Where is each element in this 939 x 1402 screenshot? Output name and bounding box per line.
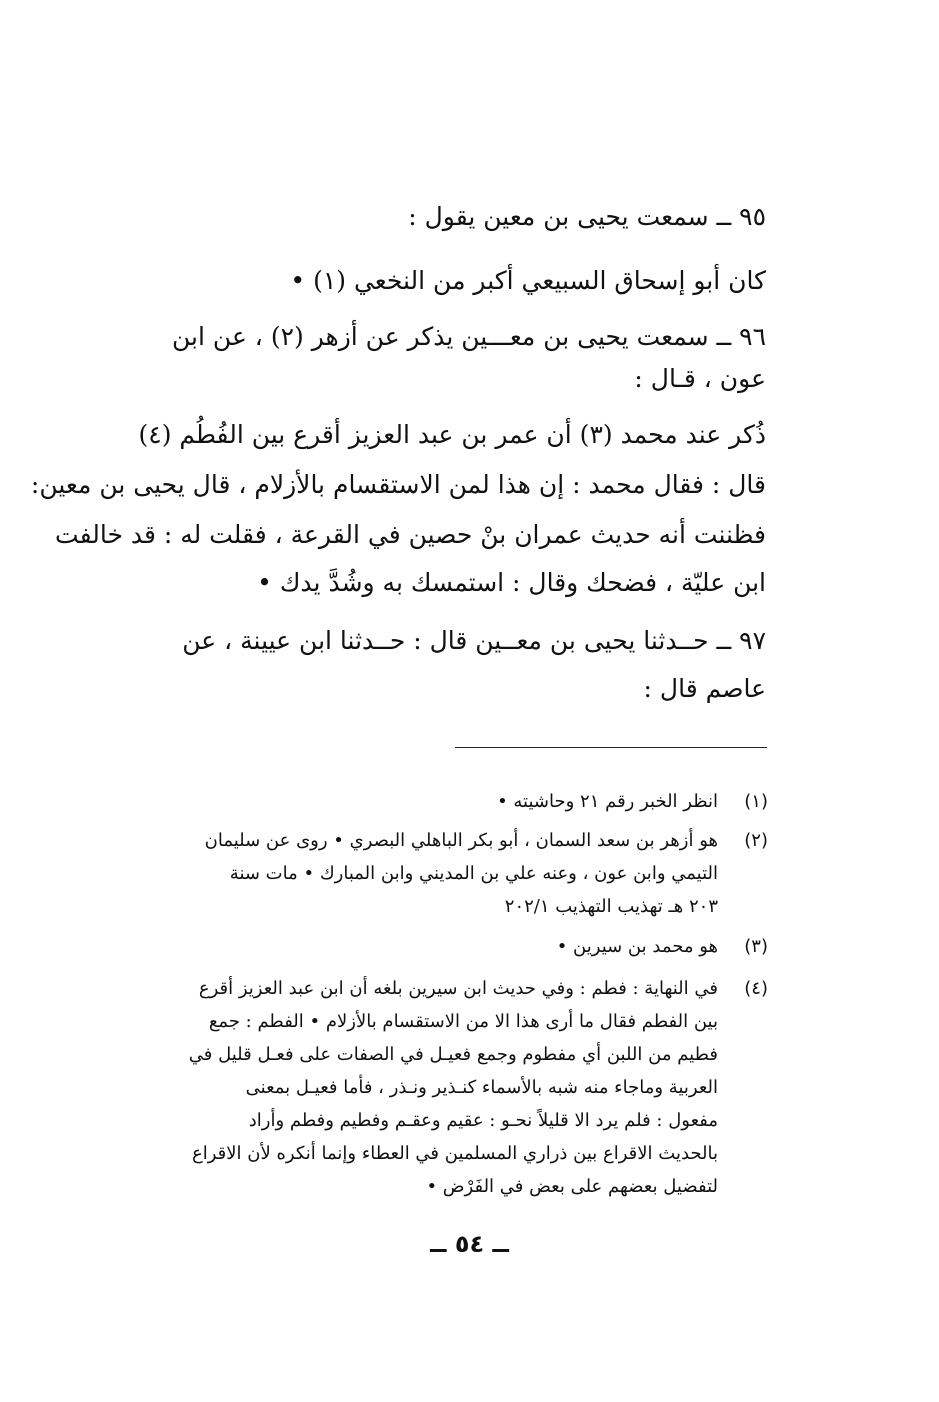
footnote-1 xyxy=(118,785,768,818)
footnote-line: في النهاية : فطم : وفي حديث ابن سيرين بلغه أن ابن عبد العزيز أقرع xyxy=(198,978,718,999)
main-line-2: كان أبو إسحاق السبيعي أكبر من النخعي (١) • xyxy=(290,266,766,295)
footnote-line: بالحديث الاقراع بين ذراري المسلمين في العطاء وإنما أنكره لأن الاقراع xyxy=(192,1143,718,1164)
footnote-line: مفعول : فلم يرد الا قليلاً نحـو : عقيم وعقـم وفطيم وفطم وأراد xyxy=(248,1110,718,1131)
footnote-line: فطيم من اللبن أي مفطوم وجمع فعيـل في الصفات على فعـل قليل في xyxy=(188,1044,718,1065)
footnote-line: التيمي وابن عون ، وعنه علي بن المديني وابن المبارك • مات سنة xyxy=(229,863,718,884)
footnote-3 xyxy=(118,930,768,963)
footnote-number: (١) xyxy=(744,791,768,812)
footnote-line: بين الفطم فقال ما أرى هذا الا من الاستقسام بالأزلام • الفطم : جمع xyxy=(208,1011,718,1032)
footnote-line: انظر الخبر رقم ٢١ وحاشيته • xyxy=(497,791,718,812)
footnote-2 xyxy=(118,824,768,923)
footnote-line: لتفضيل بعضهم على بعض في الفَرْض • xyxy=(426,1176,718,1197)
main-line-8: ابن عليّة ، فضحك وقال : استمسك به وشُدَّ يدك • xyxy=(257,568,766,597)
footnote-4 xyxy=(118,972,768,1203)
footnote-number: (٢) xyxy=(744,830,768,851)
footnote-line: هو أزهر بن سعد السمان ، أبو بكر الباهلي البصري • روى عن سليمان xyxy=(204,830,718,851)
main-line-6: قال : فقال محمد : إن هذا لمن الاستقسام بالأزلام ، قال يحيى بن معين: xyxy=(30,470,766,499)
footnote-number: (٣) xyxy=(744,936,768,957)
main-line-5: ذُكر عند محمد (٣) أن عمر بن عبد العزيز أقرع بين الفُطُم (٤) xyxy=(138,420,766,449)
footnote-number: (٤) xyxy=(744,978,768,999)
footnote-line: ٢٠٣ هـ تهذيب التهذيب ٢٠٢/١ xyxy=(504,896,718,917)
main-line-4: عون ، قـال : xyxy=(634,364,766,393)
footnote-line: هو محمد بن سيرين • xyxy=(556,936,718,957)
footnote-divider xyxy=(455,747,767,748)
main-line-7: فظننت أنه حديث عمران بنْ حصين في القرعة ، فقلت له : قد خالفت xyxy=(55,520,766,549)
page-number: ــ ٥٤ ــ xyxy=(430,1230,509,1258)
main-line-10: عاصم قال : xyxy=(643,674,766,703)
main-line-3: ٩٦ ــ سمعت يحيى بن معـــين يذكر عن أزهر (٢) ، عن ابن xyxy=(172,322,766,351)
footnote-line: العربية وماجاء منه شبه بالأسماء كنـذير ونـذر ، فأما فعيـل بمعنى xyxy=(245,1077,718,1098)
main-line-1: ٩٥ ــ سمعت يحيى بن معين يقول : xyxy=(408,202,766,231)
main-line-9: ٩٧ ــ حــدثنا يحيى بن معــين قال : حــدثنا ابن عيينة ، عن xyxy=(182,626,766,655)
